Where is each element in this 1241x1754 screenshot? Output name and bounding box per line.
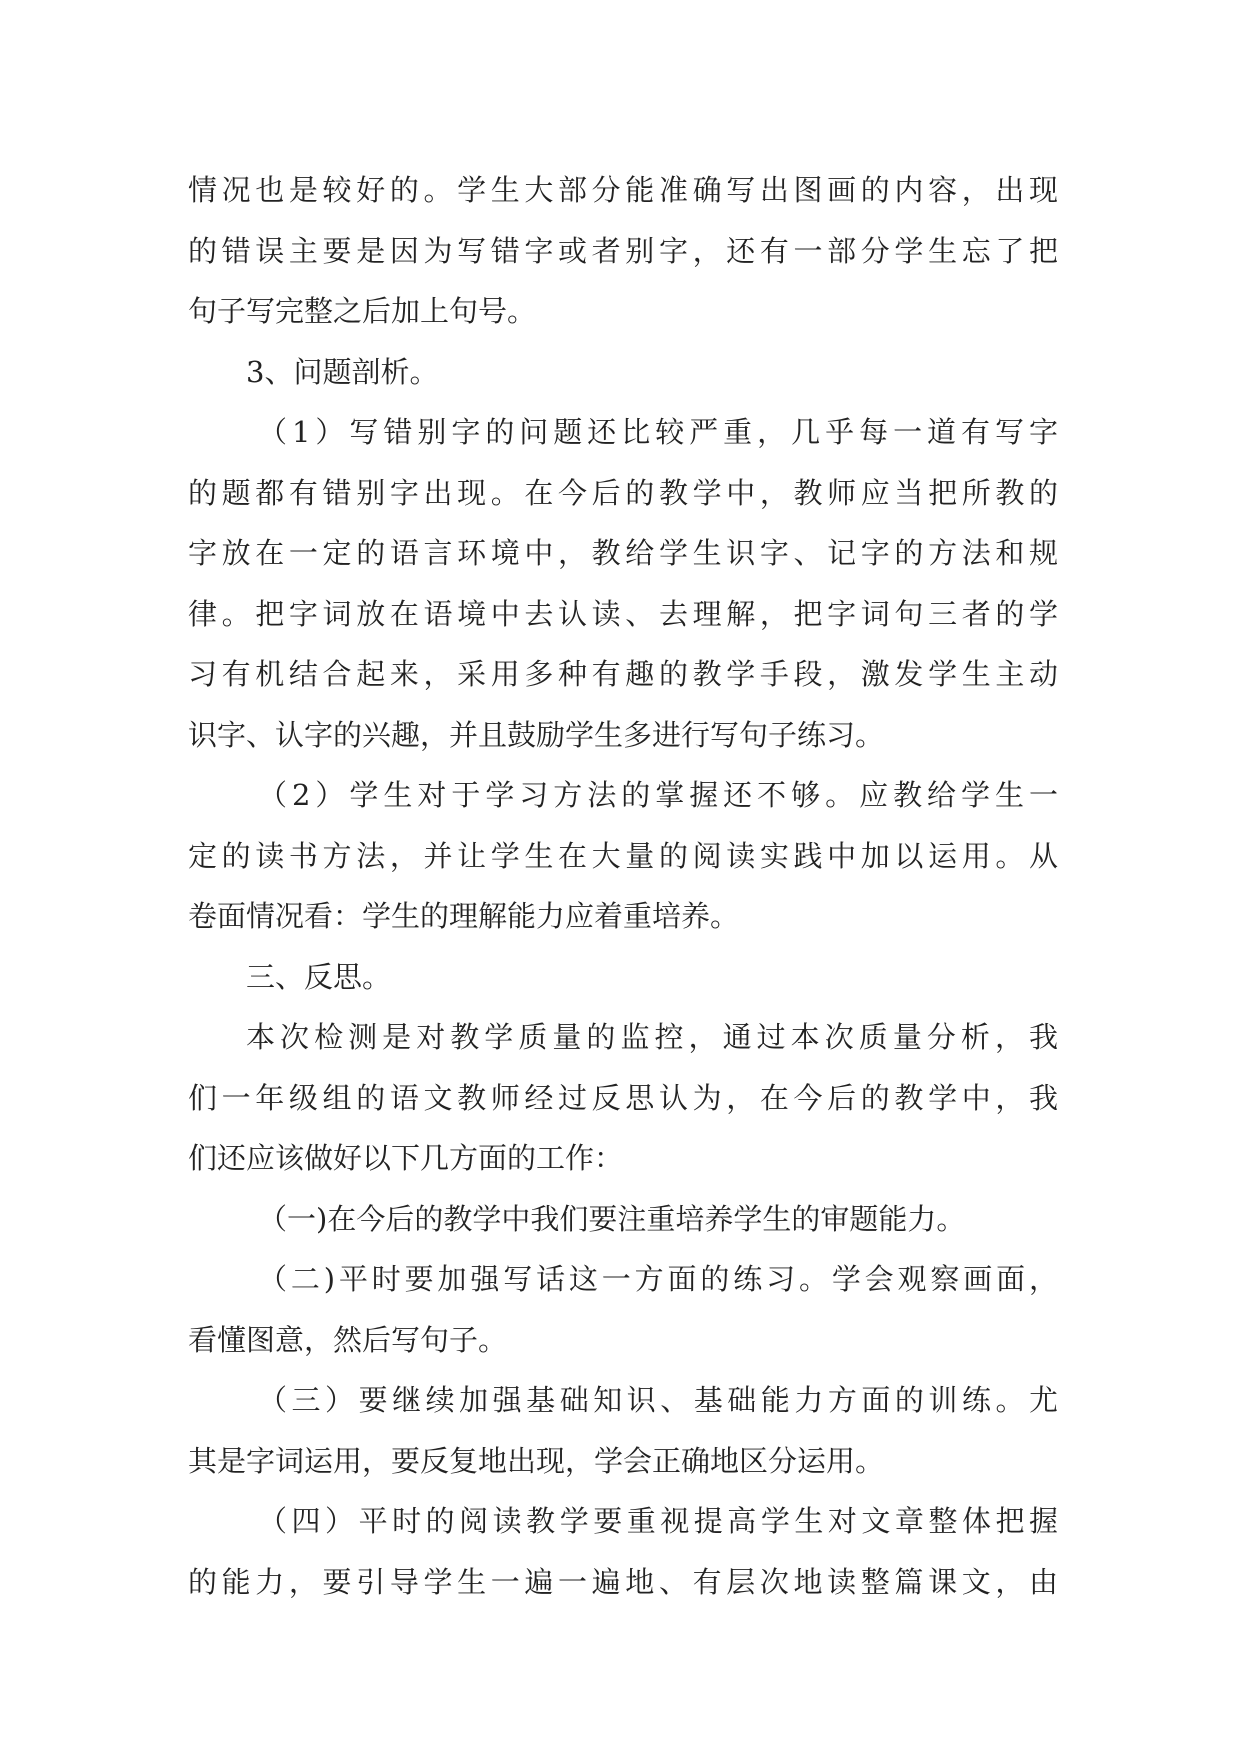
text-line: （1）写错别字的问题还比较严重，几乎每一道有写字 — [258, 415, 1058, 449]
text-line: 律。把字词放在语境中去认读、去理解，把字词句三者的学 — [188, 596, 1058, 631]
text-line: 的题都有错别字出现。在今后的教学中，教师应当把所教的 — [188, 475, 1058, 510]
list-item: （一)在今后的教学中我们要注重培养学生的审题能力。 — [258, 1201, 966, 1236]
text-line: 看懂图意，然后写句子。 — [188, 1322, 508, 1357]
section-heading: 3、问题剖析。 — [246, 354, 439, 389]
text-line: 的错误主要是因为写错字或者别字，还有一部分学生忘了把 — [188, 233, 1058, 268]
text-line: 字放在一定的语言环境中，教给学生识字、记字的方法和规 — [188, 536, 1058, 570]
text-line: 的能力，要引导学生一遍一遍地、有层次地读整篇课文，由 — [188, 1564, 1058, 1599]
text-line: 定的读书方法，并让学生在大量的阅读实践中加以运用。从 — [188, 838, 1058, 873]
list-item: （二)平时要加强写话这一方面的练习。学会观察画面， — [258, 1262, 1058, 1296]
text-line: 句子写完整之后加上句号。 — [188, 294, 537, 328]
document-body — [188, 160, 1058, 1612]
list-item: （四）平时的阅读教学要重视提高学生对文章整体把握 — [258, 1504, 1058, 1538]
text-line: 们还应该做好以下几方面的工作： — [188, 1141, 624, 1175]
list-item: （三）要继续加强基础知识、基础能力方面的训练。尤 — [258, 1383, 1058, 1417]
section-heading: 三、反思。 — [246, 959, 392, 994]
text-line: （2）学生对于学习方法的掌握还不够。应教给学生一 — [258, 778, 1058, 812]
text-line: 情况也是较好的。学生大部分能准确写出图画的内容，出现 — [188, 173, 1058, 207]
text-line: 习有机结合起来，采用多种有趣的教学手段，激发学生主动 — [188, 657, 1058, 691]
text-line: 其是字词运用，要反复地出现，学会正确地区分运用。 — [188, 1443, 885, 1478]
text-line: 识字、认字的兴趣，并且鼓励学生多进行写句子练习。 — [188, 717, 885, 752]
text-line: 们一年级组的语文教师经过反思认为，在今后的教学中，我 — [188, 1080, 1058, 1115]
text-line: 卷面情况看：学生的理解能力应着重培养。 — [188, 899, 740, 933]
text-line: 本次检测是对教学质量的监控，通过本次质量分析，我 — [246, 1020, 1058, 1054]
